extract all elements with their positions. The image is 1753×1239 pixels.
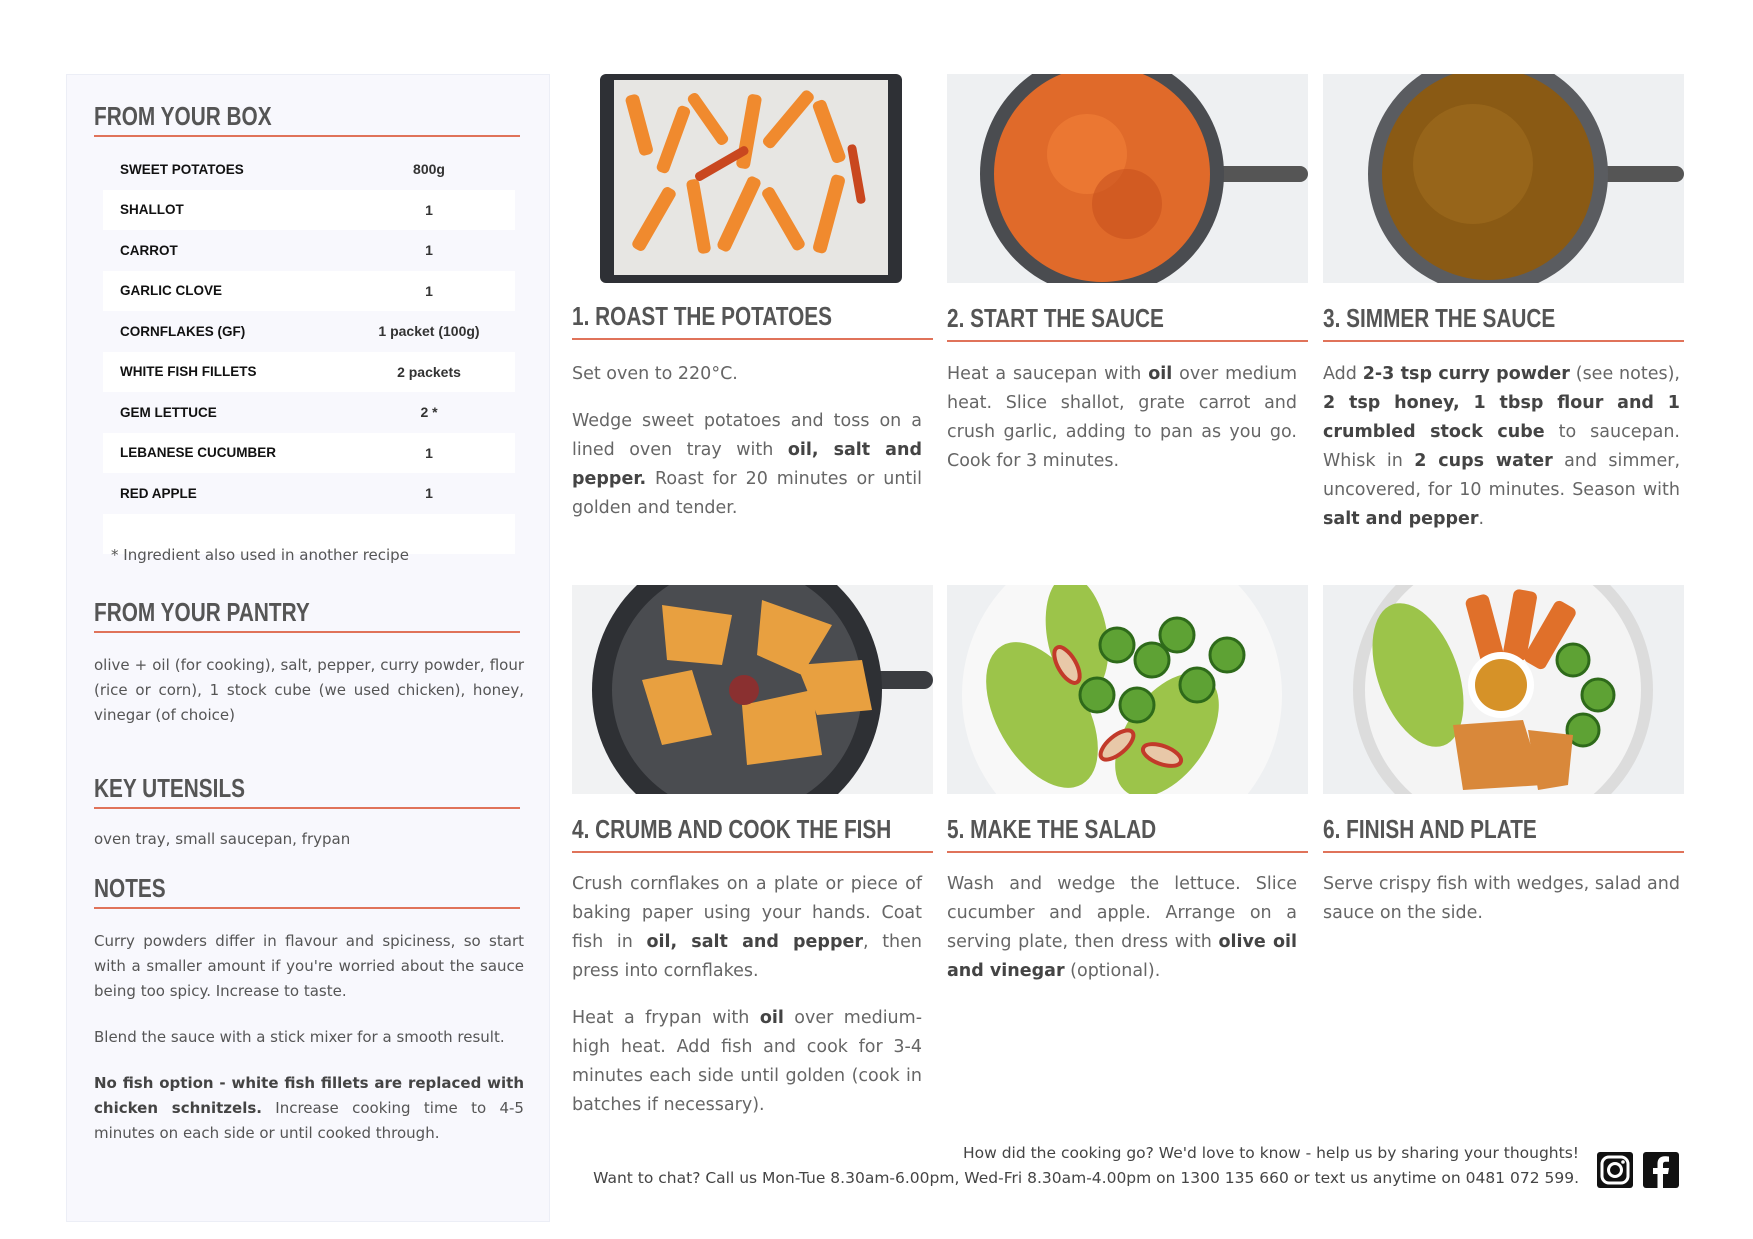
- step-6-title: 6. FINISH AND PLATE: [1323, 814, 1537, 844]
- step-3-text: [1323, 360, 1680, 552]
- step-1-text: [572, 360, 922, 541]
- step-4-e: oil: [759, 1008, 784, 1028]
- ingredient-name: WHITE FISH FILLETS: [103, 352, 343, 393]
- step-3-i: .: [1478, 509, 1485, 529]
- step-6-photo: [1323, 585, 1684, 794]
- step-2-photo: [947, 74, 1308, 283]
- ingredient-row: [103, 190, 515, 231]
- ingredient-qty: 1: [343, 433, 515, 474]
- step-6-p1: Serve crispy fish with wedges, salad and sauce on the side.: [1323, 874, 1680, 923]
- step-3-e: to saucepan. Whisk in: [1323, 422, 1680, 471]
- step-1-p2-b: oil, salt and pepper.: [572, 440, 922, 489]
- ingredient-row: [103, 149, 515, 190]
- step-1-photo: [572, 74, 933, 283]
- ingredient-qty: 1: [343, 190, 515, 231]
- footer-feedback: How did the cooking go? We'd love to know - help us by sharing your thoughts!: [962, 1144, 1579, 1162]
- ingredient-qty: 1 packet (100g): [378, 323, 480, 340]
- step-4-f: over medium-high heat. Add fish and cook for 3-4 minutes each side until golden (cook in batches if necessary).: [572, 1008, 923, 1115]
- step-6-heading: [1323, 813, 1684, 853]
- step-4-d: Heat a frypan with: [572, 1008, 760, 1028]
- ingredients-table: [103, 149, 515, 554]
- step-5-heading: [947, 813, 1308, 853]
- pantry-heading-rule: [94, 631, 520, 633]
- pantry-text: olive + oil (for cooking), salt, pepper, curry powder, flour (rice or corn), 1 stock cube (we used chicken), honey, vinegar (of choice): [94, 656, 524, 724]
- ingredient-qty: 1: [343, 271, 515, 312]
- step-3-heading: [1323, 302, 1684, 342]
- ingredient-qty: 1: [425, 485, 433, 502]
- ingredient-row: [103, 352, 515, 393]
- step-3-h: salt and pepper: [1323, 509, 1479, 529]
- ingredient-name: CARROT: [120, 242, 178, 258]
- step-5-text: [947, 870, 1297, 1004]
- ingredient-name: RED APPLE: [120, 485, 197, 501]
- step-5-photo: [947, 585, 1308, 794]
- note-blend: Blend the sauce with a stick mixer for a smooth result.: [94, 1028, 505, 1046]
- ingredient-name: CORNFLAKES (GF): [120, 323, 246, 339]
- ingredient-row: [103, 473, 515, 514]
- step-3-b: 2-3 tsp curry powder: [1362, 364, 1570, 384]
- utensils-text: oven tray, small saucepan, frypan: [94, 830, 351, 848]
- step-2-b: oil: [1148, 364, 1173, 384]
- step-2-p1: [947, 360, 1297, 476]
- step-4-title: 4. CRUMB AND COOK THE FISH: [572, 814, 892, 844]
- ingredient-row: [103, 311, 515, 352]
- step-5-title: 5. MAKE THE SALAD: [947, 814, 1157, 844]
- step-3-g: and simmer, uncovered, for 10 minutes. Season with: [1323, 451, 1681, 500]
- note-no-fish: [94, 1071, 524, 1146]
- ingredient-qty: 800g: [413, 161, 445, 178]
- pantry-heading: FROM YOUR PANTRY: [94, 597, 310, 627]
- box-heading: FROM YOUR BOX: [94, 101, 272, 131]
- step-1-p1: Set oven to 220°C.: [572, 364, 738, 384]
- note-no-fish-rest: Increase cooking time to 4-5 minutes on each side or until cooked through.: [94, 1099, 524, 1142]
- step-3-a: Add: [1323, 364, 1363, 384]
- sidebar: [66, 74, 550, 1222]
- step-3-photo: [1323, 74, 1684, 283]
- ingredient-footnote: * Ingredient also used in another recipe: [111, 546, 409, 564]
- ingredient-qty: 2 *: [420, 404, 438, 421]
- step-5-c: (optional).: [1064, 961, 1161, 981]
- step-5-a: Wash and wedge the lettuce. Slice cucumber and apple. Arrange on a serving plate, then dress with: [947, 874, 1297, 952]
- ingredient-qty: 2 packets: [343, 352, 515, 393]
- ingredient-row: [103, 392, 515, 433]
- step-1-p2: [572, 407, 922, 523]
- step-5-b: olive oil and vinegar: [947, 932, 1297, 981]
- step-3-f: 2 cups water: [1414, 451, 1553, 471]
- ingredient-name: GEM LETTUCE: [120, 404, 217, 420]
- ingredient-name: GARLIC CLOVE: [103, 271, 343, 312]
- step-1-title: 1. ROAST THE POTATOES: [572, 301, 833, 331]
- box-heading-rule: [94, 135, 520, 137]
- notes-body: [94, 929, 524, 1167]
- ingredient-row: [103, 271, 515, 312]
- notes-heading-rule: [94, 907, 520, 909]
- step-4-b: oil, salt and pepper: [646, 932, 863, 952]
- ingredient-row: [103, 230, 515, 271]
- step-6-text: [1323, 870, 1680, 946]
- utensils-heading-rule: [94, 807, 520, 809]
- step-2-a: Heat a saucepan with: [947, 364, 1149, 384]
- notes-heading: NOTES: [94, 873, 166, 903]
- step-4-p1: [572, 870, 922, 986]
- step-1-p2-c: Roast for 20 minutes or until golden and tender.: [572, 469, 922, 518]
- step-5-p1: [947, 870, 1297, 986]
- step-3-p1: [1323, 360, 1680, 534]
- ingredient-name: SHALLOT: [103, 190, 343, 231]
- footer-contact: Want to chat? Call us Mon-Tue 8.30am-6.00pm, Wed-Fri 8.30am-4.00pm on 1300 135 660 or text us anytime on 0481 072 599.: [593, 1169, 1579, 1187]
- step-3-d: 2 tsp honey, 1 tbsp flour and 1 crumbled stock cube: [1323, 393, 1680, 442]
- step-4-text: [572, 870, 922, 1138]
- step-1-heading: [572, 300, 933, 340]
- step-4-p2: [572, 1004, 922, 1120]
- facebook-icon[interactable]: [1643, 1152, 1679, 1188]
- step-4-a: Crush cornflakes on a plate or piece of baking paper using your hands. Coat fish in: [572, 874, 922, 952]
- ingredient-row: [103, 433, 515, 474]
- note-curry: Curry powders differ in flavour and spiciness, so start with a smaller amount if you're worried about the sauce being too spicy. Increase to taste.: [94, 932, 524, 1000]
- instagram-icon[interactable]: [1597, 1152, 1633, 1188]
- step-4-heading: [572, 813, 933, 853]
- step-2-title: 2. START THE SAUCE: [947, 303, 1164, 333]
- note-no-fish-bold: No fish option - white fish fillets are replaced with chicken schnitzels.: [94, 1074, 524, 1117]
- utensils-heading: KEY UTENSILS: [94, 773, 246, 803]
- step-3-title: 3. SIMMER THE SAUCE: [1323, 303, 1556, 333]
- step-2-heading: [947, 302, 1308, 342]
- step-4-photo: [572, 585, 933, 794]
- step-2-c: over medium heat. Slice shallot, grate carrot and crush garlic, adding to pan as you go. Cook for 3 minutes.: [947, 364, 1297, 471]
- step-4-c: , then press into cornflakes.: [572, 932, 922, 981]
- ingredient-name: LEBANESE CUCUMBER: [103, 433, 343, 474]
- step-1-p2-a: Wedge sweet potatoes and toss on a lined oven tray with: [572, 411, 922, 460]
- step-3-c: (see notes),: [1569, 364, 1680, 384]
- ingredient-qty: 1: [425, 242, 433, 259]
- ingredient-name: SWEET POTATOES: [120, 161, 244, 177]
- step-2-text: [947, 360, 1297, 494]
